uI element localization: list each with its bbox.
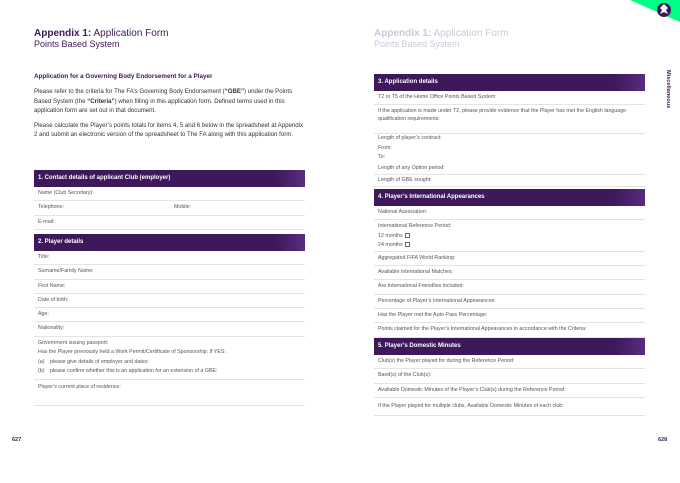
- checkbox-24-months[interactable]: [405, 242, 410, 247]
- intro-paragraph-1: Please refer to the criteria for The FA’s Governing Body Endorsement (“GBE”) under the Points Based System (the “Criteria”) when filling in this application form. Defined terms used in this application form are set out in that document.: [34, 88, 293, 114]
- clubs-played-for-field[interactable]: Club(s) the Player played for during the Reference Period:: [374, 355, 645, 369]
- section-contact-details: [34, 170, 305, 230]
- national-association-field[interactable]: National Association:: [374, 206, 645, 220]
- twenty-four-months-option[interactable]: 24 months: [374, 241, 645, 252]
- corner-decoration: [610, 0, 680, 30]
- points-claimed-field[interactable]: Points claimed for the Player’s International Appearances in accordance with the Criteria:: [374, 323, 645, 337]
- auto-pass-field[interactable]: Has the Player met the Auto Pass Percentage:: [374, 309, 645, 323]
- employer-details-field[interactable]: (a) please give details of employer and dates:: [38, 358, 149, 365]
- twelve-months-option[interactable]: 12 months: [374, 232, 645, 242]
- multiple-clubs-minutes-field[interactable]: If the Player played for multiple clubs, Available Domestic Minutes of each club:: [374, 398, 645, 416]
- government-passport-field[interactable]: Government issuing passport:: [38, 339, 109, 346]
- section-application-details: [374, 74, 645, 187]
- international-appearance-percentage-field[interactable]: Percentage of Player’s International Appearances:: [374, 295, 645, 309]
- club-secretary-field[interactable]: Name (Club Secretary):: [34, 187, 305, 201]
- mobile-field[interactable]: Mobile:: [174, 204, 192, 211]
- reference-period-label: International Reference Period:: [378, 223, 452, 230]
- from-field[interactable]: From:: [378, 144, 392, 151]
- section-4-header: 4. Player’s International Appearances: [374, 189, 645, 206]
- available-domestic-minutes-field[interactable]: Available Domestic Minutes of the Player’s Club(s) during the Reference Period:: [374, 384, 645, 398]
- first-name-field[interactable]: First Name:: [34, 280, 305, 294]
- option-period-field[interactable]: Length of any Option period:: [374, 163, 645, 175]
- intro-heading: Application for a Governing Body Endorsement for a Player: [34, 73, 213, 80]
- checkbox-12-months[interactable]: [405, 233, 410, 238]
- appendix-title-right: Appendix 1: Application Form: [374, 28, 509, 39]
- surname-field[interactable]: Surname/Family Name:: [34, 265, 305, 279]
- section-1-header: 1. Contact details of applicant Club (employer): [34, 170, 305, 187]
- residence-field[interactable]: Player’s current place of residence:: [34, 380, 305, 406]
- available-international-matches-field[interactable]: Available International Matches:: [374, 266, 645, 280]
- english-language-field[interactable]: If the application is made under T2, please provide evidence that the Player has met the English language qualification requirements:: [374, 105, 645, 134]
- section-3-header: 3. Application details: [374, 74, 645, 91]
- side-tab: [660, 70, 672, 130]
- age-field[interactable]: Age:: [34, 308, 305, 322]
- intro-paragraph-2: Please calculate the Player’s points totals for items 4, 5 and 6 below in the spreadsheet at Appendix 2 and submit an electronic version of the spreadsheet to The FA along with this application form.: [34, 122, 304, 139]
- side-tab-label: Miscellaneous: [665, 70, 671, 109]
- section-player-details: [34, 234, 305, 406]
- corner-accent-shape: [630, 0, 680, 22]
- club-bands-field[interactable]: Band(s) of the Club(s):: [374, 369, 645, 383]
- section-5-header: 5. Player’s Domestic Minutes: [374, 338, 645, 355]
- appendix-subtitle-right: Points Based System: [374, 39, 460, 49]
- premier-league-lion-icon: [657, 3, 671, 17]
- telephone-field[interactable]: Telephone: Mobile:: [34, 201, 305, 215]
- contract-length-field[interactable]: Length of player’s contract:: [378, 135, 442, 142]
- title-field[interactable]: Title:: [34, 251, 305, 265]
- fifa-ranking-field[interactable]: Aggregated FIFA World Ranking:: [374, 252, 645, 266]
- nationality-field[interactable]: Nationality:: [34, 322, 305, 336]
- page-number-right: 628: [658, 437, 668, 443]
- to-field[interactable]: To:: [378, 154, 386, 161]
- tier-field[interactable]: T2 or T5 of the Home Office Points Based System:: [374, 91, 645, 105]
- appendix-title: Appendix 1: Application Form: [34, 28, 169, 39]
- section-2-header: 2. Player details: [34, 234, 305, 251]
- gbe-extension-field[interactable]: (b) please confirm whether this is an application for an extension of a GBE:: [34, 367, 305, 380]
- intro-text: [34, 72, 306, 146]
- date-of-birth-field[interactable]: Date of birth:: [34, 294, 305, 308]
- page-number-left: 627: [12, 437, 22, 443]
- work-permit-question: Has the Player previously held a Work Permit/Certificate of Sponsorship: If YES:: [38, 349, 226, 356]
- right-page: [340, 0, 680, 483]
- gbe-length-field[interactable]: Length of GBE sought:: [374, 175, 645, 187]
- appendix-subtitle: Points Based System: [34, 39, 120, 49]
- email-field[interactable]: E-mail:: [34, 216, 305, 230]
- section-domestic-minutes: [374, 338, 645, 416]
- friendlies-included-field[interactable]: Are International Friendlies included:: [374, 280, 645, 294]
- section-international-appearances: [374, 189, 645, 338]
